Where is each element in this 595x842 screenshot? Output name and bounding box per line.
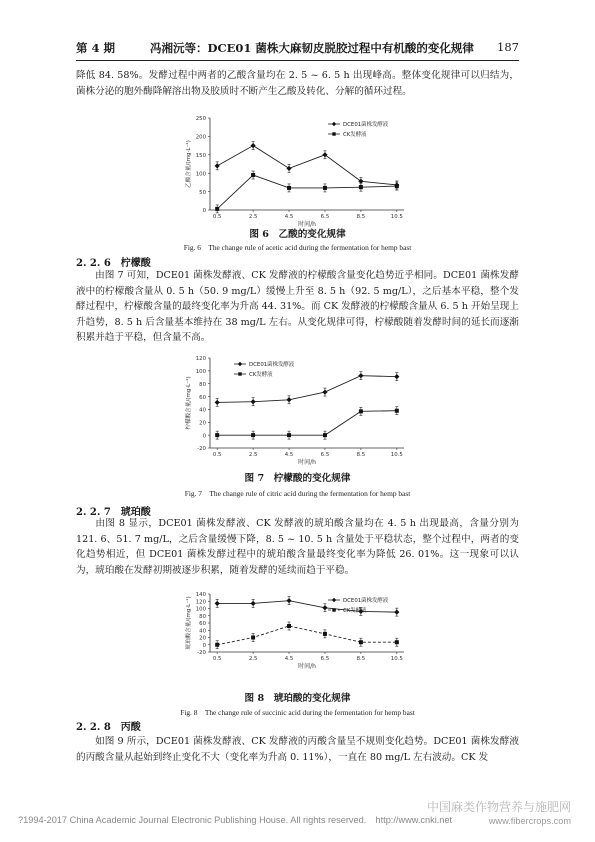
y-tick-label: 20 xyxy=(199,635,206,642)
x-tick-label: 4.5 xyxy=(284,214,294,220)
legend-label: CK发酵液 xyxy=(249,372,273,378)
paragraph-succinic-acid xyxy=(76,516,519,578)
y-axis-label: 乙酸含量/(mg·L⁻¹) xyxy=(186,140,192,188)
x-tick-label: 4.5 xyxy=(284,452,294,458)
data-point xyxy=(394,374,399,379)
figure-8-caption-en: Fig. 8 The change rule of succinic acid during the fermentation for hemp bast xyxy=(180,708,415,717)
x-tick-label: 8.5 xyxy=(356,214,366,220)
data-point xyxy=(251,636,255,640)
x-tick-label: 0.5 xyxy=(212,656,222,662)
data-point xyxy=(215,400,220,405)
figure-7-caption-en: Fig. 7 The change rule of citric acid during the fermentation for hemp bast xyxy=(184,489,411,498)
figure-7-caption-zh: 图 7 柠檬酸的变化规律 xyxy=(244,473,351,484)
series-line xyxy=(217,175,397,209)
y-tick-label: 120 xyxy=(195,356,206,363)
data-point xyxy=(286,397,291,402)
paragraph-citric-acid-text: 由图 7 可知，DCE01 菌株发酵液、CK 发酵液的柠檬酸含量变化趋势近乎相同。DCE01 菌株发酵液中的柠檬酸含量从 0. 5 h（50. 9 mg/L）缓慢上升至 8. 5 h（92. 5 mg/L），之后基本平稳，整个发酵过程中，柠檬酸含量的最终变化率为升高 44. 31%。而 CK 发酵液的柠檬酸含量从 6. 5 h 开始呈现上升趋势，8. 5 h 后含量基本维持在 38 mg/L 左右。从变化规律可得，柠檬酸随着发酵时间的延长而逐渐积累并趋于平稳，但含量不高。 xyxy=(76,270,519,344)
x-axis-label: 时间/h xyxy=(298,663,316,670)
x-tick-label: 0.5 xyxy=(212,452,222,458)
copyright-notice: ?1994-2017 China Academic Journal Electronic Publishing House. All rights reserved. http://www.cnki.net xyxy=(18,815,453,825)
y-tick-label: 40 xyxy=(199,407,206,414)
section-heading-propionic-acid: 2. 2. 8 丙酸 xyxy=(76,722,141,733)
data-point xyxy=(251,433,255,437)
legend-label: CK发酵液 xyxy=(343,132,367,138)
legend-marker xyxy=(332,598,336,602)
data-point xyxy=(394,610,399,615)
y-tick-label: 80 xyxy=(199,381,206,388)
legend-marker xyxy=(332,122,336,126)
y-tick-label: 0 xyxy=(202,433,206,440)
figure-8 xyxy=(178,588,418,670)
figure-8-caption-zh: 图 8 琥珀酸的变化规律 xyxy=(244,693,351,704)
data-point xyxy=(323,186,327,190)
x-tick-label: 8.5 xyxy=(356,452,366,458)
legend-marker xyxy=(332,608,335,611)
data-point xyxy=(395,409,399,413)
y-tick-label: 150 xyxy=(195,153,206,159)
series-line xyxy=(217,146,397,185)
y-tick-label: 20 xyxy=(199,420,206,427)
y-tick-label: 120 xyxy=(195,599,206,606)
data-point xyxy=(359,640,363,644)
x-tick-label: 10.5 xyxy=(390,656,403,662)
data-point xyxy=(287,186,291,190)
data-point xyxy=(251,143,256,148)
series-line xyxy=(217,626,397,645)
y-axis-label: 琥珀酸含量/(mg·L⁻¹) xyxy=(186,596,192,650)
y-tick-label: 0 xyxy=(202,208,206,215)
y-tick-label: 200 xyxy=(195,134,206,141)
y-tick-label: 50 xyxy=(199,189,206,196)
legend-label: DCE01菌株发酵液 xyxy=(343,598,389,604)
data-point xyxy=(358,373,363,378)
y-tick-label: 60 xyxy=(199,394,206,401)
data-point xyxy=(395,640,399,644)
x-tick-label: 4.5 xyxy=(284,656,294,662)
legend-marker xyxy=(332,132,335,135)
data-point xyxy=(287,624,291,628)
y-tick-label: 80 xyxy=(199,613,206,620)
section-heading-citric-acid: 2. 2. 6 柠檬酸 xyxy=(76,258,151,269)
data-point xyxy=(215,163,220,168)
data-point xyxy=(322,389,327,394)
y-tick-label: 0 xyxy=(202,642,206,649)
data-point xyxy=(287,433,291,437)
legend-marker xyxy=(238,372,241,375)
data-point xyxy=(215,433,219,437)
x-axis-label: 时间/h xyxy=(298,459,316,466)
legend-label: DCE01菌株发酵液 xyxy=(343,122,389,128)
x-tick-label: 10.5 xyxy=(390,214,403,220)
y-tick-label: -20 xyxy=(197,650,206,657)
x-tick-label: 8.5 xyxy=(356,656,366,662)
y-tick-label: 100 xyxy=(195,606,206,613)
paragraph-propionic-acid-text: 如图 9 所示，DCE01 菌株发酵液、CK 发酵液的丙酸含量呈不规则变化趋势。DCE01 菌株发酵液的丙酸含量从起始到终止变化不大（变化率为升高 0. 11%），一直在 80 mg/L 左右波动。CK 发 xyxy=(76,736,519,763)
chart-citric-acid xyxy=(178,352,418,466)
data-point xyxy=(215,643,219,647)
data-point xyxy=(323,433,327,437)
data-point xyxy=(251,601,256,606)
x-tick-label: 2.5 xyxy=(248,452,258,458)
x-tick-label: 2.5 xyxy=(248,214,258,220)
legend-label: CK发酵液 xyxy=(343,608,367,614)
page-number: 187 xyxy=(497,40,519,54)
paragraph-citric-acid xyxy=(76,268,519,346)
y-tick-label: 60 xyxy=(199,621,206,628)
figure-7 xyxy=(178,352,418,466)
paragraph-propionic-acid xyxy=(76,734,519,765)
watermark-url: www.fibercrops.com xyxy=(488,816,571,826)
section-heading-succinic-acid: 2. 2. 7 琥珀酸 xyxy=(76,507,151,518)
y-tick-label: 100 xyxy=(195,369,206,376)
x-tick-label: 6.5 xyxy=(320,214,330,220)
data-point xyxy=(215,207,219,211)
x-tick-label: 10.5 xyxy=(390,452,403,458)
paragraph-acetic-summary: 降低 84. 58%。发酵过程中两者的乙酸含量均在 2. 5 ~ 6. 5 h 出现峰高。整体变化规律可以归结为，菌株分泌的胞外酶降解溶出物及胶质时不断产生乙酸及转化、分解的循环过程。 xyxy=(76,70,519,97)
x-tick-label: 6.5 xyxy=(320,656,330,662)
issue-number: 第 4 期 xyxy=(76,41,116,55)
y-tick-label: -20 xyxy=(197,446,206,453)
data-point xyxy=(322,605,327,610)
data-point xyxy=(359,409,363,413)
data-point xyxy=(215,601,220,606)
header-rule xyxy=(76,60,519,61)
data-point xyxy=(323,632,327,636)
watermark xyxy=(427,800,571,828)
chart-succinic-acid xyxy=(178,588,418,670)
y-tick-label: 250 xyxy=(195,116,206,123)
chart-acetic-acid xyxy=(178,112,418,228)
data-point xyxy=(286,166,291,171)
series-line xyxy=(217,411,397,435)
data-point xyxy=(286,598,291,603)
legend-marker xyxy=(238,362,242,366)
figure-6 xyxy=(178,112,418,228)
y-axis-label: 柠檬酸含量/(mg·L⁻¹) xyxy=(186,376,192,430)
paragraph-succinic-acid-text: 由图 8 显示，DCE01 菌株发酵液、CK 发酵液的琥珀酸含量均在 4. 5 h 出现最高，含量分别为 121. 6、51. 7 mg/L，之后含量缓慢下降，8. 5 ~ 10. 5 h 含量处于平稳状态，整个过程中，两者的变化趋势相近，但 DCE01 菌株发酵过程中的琥珀酸含量最终变化率为降低 26. 01%。这一现象可以认为，琥珀酸在发酵初期被逐步积累，随着发酵的延续而趋于平稳。 xyxy=(76,518,519,576)
running-title: 冯湘沅等：DCE01 菌株大麻韧皮脱胶过程中有机酸的变化规律 xyxy=(150,41,474,55)
figure-6-caption-en: Fig. 6 The change rule of acetic acid during the fermentation for hemp bast xyxy=(183,243,412,252)
data-point xyxy=(251,173,255,177)
x-axis-label: 时间/h xyxy=(298,221,316,228)
running-header xyxy=(76,40,519,58)
figure-6-caption-zh: 图 6 乙酸的变化规律 xyxy=(249,229,346,240)
watermark-name: 中国麻类作物营养与施肥网 xyxy=(426,800,571,814)
x-tick-label: 0.5 xyxy=(212,214,222,220)
data-point xyxy=(359,185,363,189)
data-point xyxy=(251,399,256,404)
y-tick-label: 100 xyxy=(195,171,206,178)
series-line xyxy=(217,376,397,403)
legend-label: DCE01菌株发酵液 xyxy=(249,362,295,368)
y-tick-label: 40 xyxy=(199,628,206,635)
x-tick-label: 6.5 xyxy=(320,452,330,458)
x-tick-label: 2.5 xyxy=(248,656,258,662)
data-point xyxy=(395,184,399,188)
y-tick-label: 140 xyxy=(195,592,206,599)
